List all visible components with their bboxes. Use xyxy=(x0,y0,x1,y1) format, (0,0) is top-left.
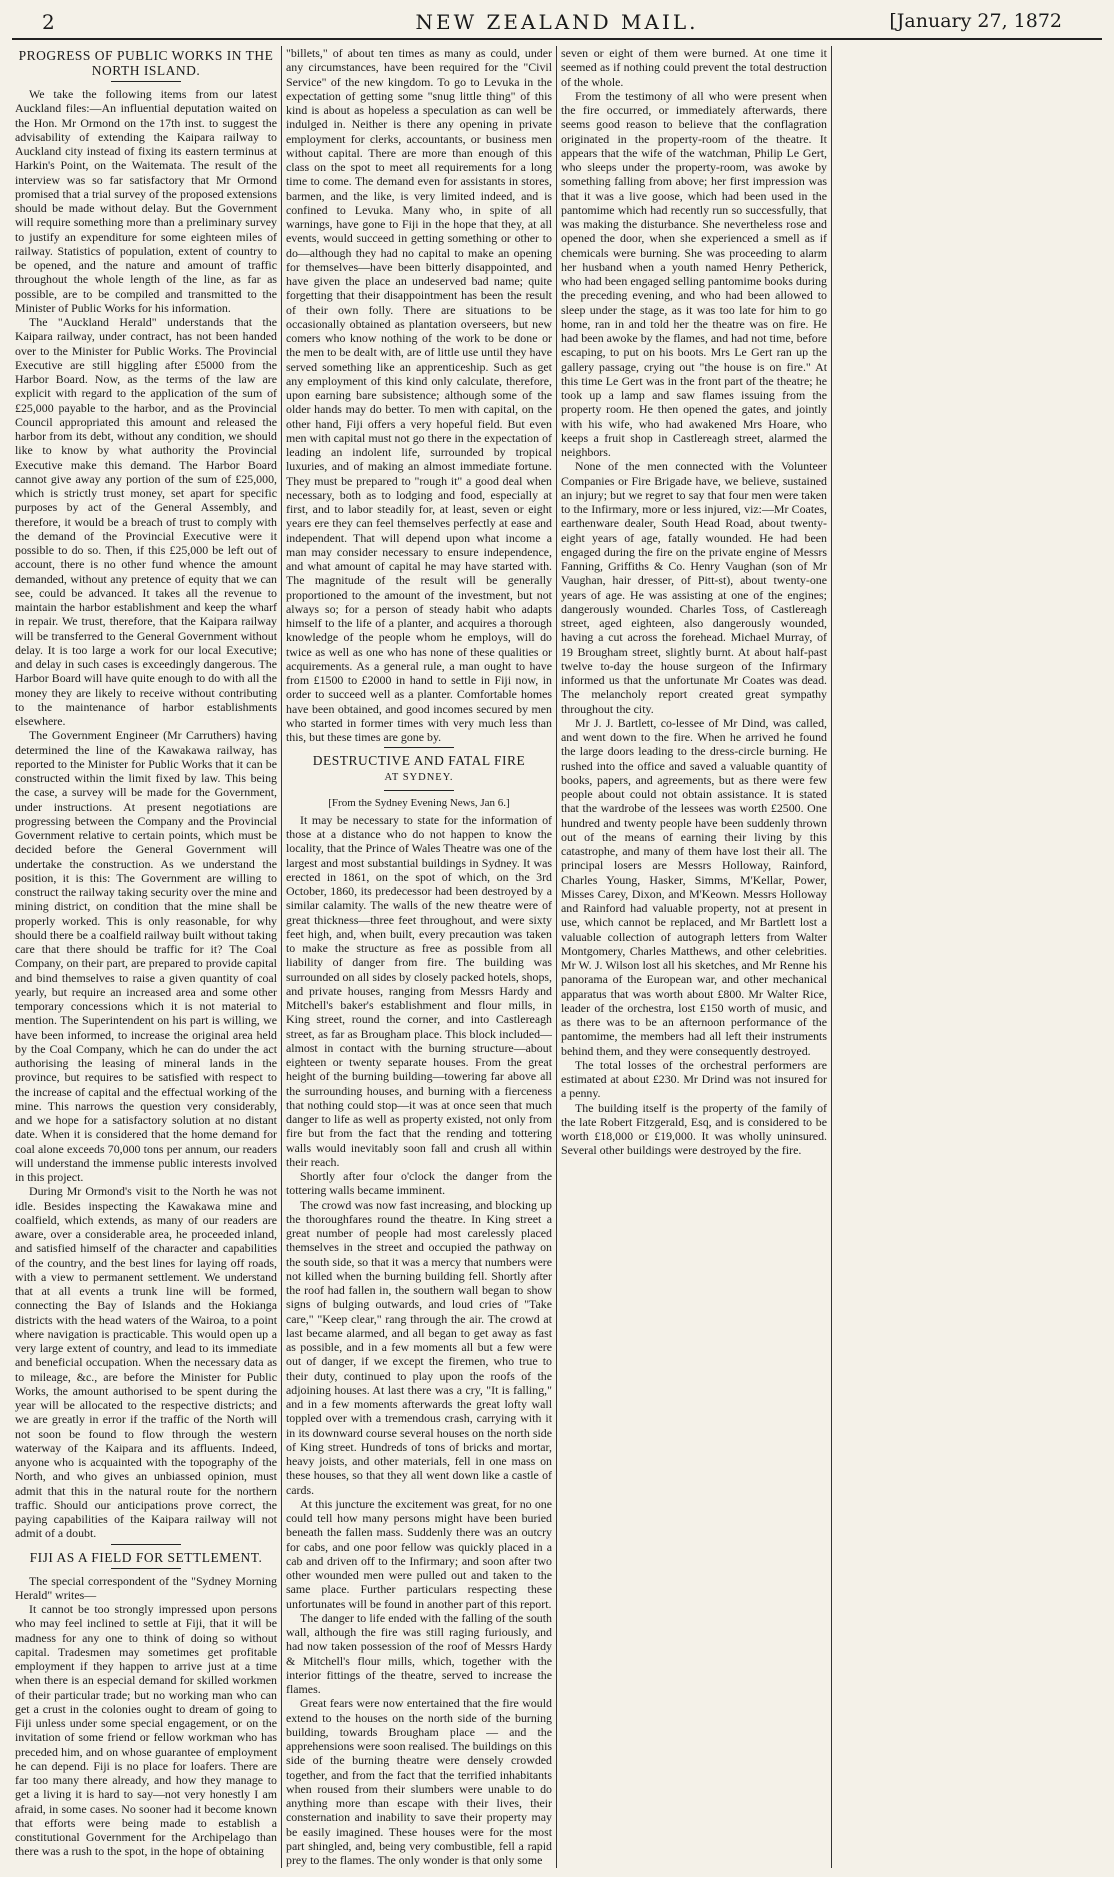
article-paragraph-continued: seven or eight of them were burned. At one time it seemed as if nothing could prevent the total destruction of the whole. xyxy=(561,46,827,89)
article-paragraph: The crowd was now fast increasing, and blocking up the thoroughfares round the theatre. In King street a great number of people had most carelessly placed themselves in the street and occupied the pathway on the south side, so that it was a mercy that numbers were not killed when the burning building fell. Shortly after the roof had fallen in, the southern wall began to show signs of bulging outwards, and loud cries of "Take care," "Keep clear," rang through the air. The crowd at last became alarmed, and all began to get away as fast as possible, and in a few moments all but a few were out of danger, if we except the firemen, who true to their duty, continued to play upon the roofs of the adjoining houses. At last there was a cry, "It is falling," and in a few moments afterwards the great lofty wall toppled over with a tremendous crash, carrying with it in its downward course several houses on the north side of King street. Hundreds of tons of bricks and mortar, heavy joists, and other materials, fell in one mass on these houses, so that they all went down like a castle of cards. xyxy=(286,1197,552,1497)
article-paragraph: It cannot be too strongly impressed upon persons who may feel inclined to settle at Fiji, that it will be madness for any one to think of doing so without capital. Tradesmen may sometimes get profitable employment if they happen to arrive just at a time when there is an especial demand for skilled workmen of their particular trade; but no working man who can get a crust in the colonies ought to dream of going to Fiji unless under some special engagement, or on the invitation of some friend or fellow workman who has preceded him, and on whose guarantee of employment he can depend. Fiji is no place for loafers. There are far too many there already, and how they manage to get a living it is hard to say—not very honestly I am afraid, in some cases. No sooner had it become known that efforts were being made to establish a constitutional Government for the Archipelago than there was a rush to the spot, in the hope of obtaining xyxy=(15,1602,277,1859)
column-divider xyxy=(556,46,557,1868)
article-paragraph: Shortly after four o'clock the danger from the tottering walls became imminent. xyxy=(286,1169,552,1198)
column-divider xyxy=(831,46,832,1868)
column-3 xyxy=(561,46,827,1868)
page-number: 2 xyxy=(42,10,55,34)
article-subheading-fire: AT SYDNEY. xyxy=(384,772,454,784)
issue-date: [January 27, 1872 xyxy=(889,10,1062,32)
article-paragraph: The special correspondent of the "Sydney Morning Herald" writes— xyxy=(15,1573,277,1602)
article-paragraph-continued: "billets," of about ten times as many as could, under any circumstances, have been required for the "Civil Service" of the new kingdom. To go to Levuka in the expectation of getting some "snug little thing" of this kind is about as hopeless a speculation as can well be indulged in. Neither is there any opening in private employment for clerks, accountants, or business men without capital. There are more than enough of this class on the spot to meet all requirements for a long time to come. The demand even for assistants in stores, barmen, and the like, is very limited indeed, and is confined to Levuka. Many who, in spite of all warnings, have gone to Fiji in the hope that they, at all events, would succeed in getting something or other to do—although they had no capital to make an opening for themselves—have been bitterly disappointed, and have given the place an undeserved bad name; quite forgetting that their disappointment has been the result of their own folly. There are situations to be occasionally obtained as plantation overseers, but new comers who know nothing of the work to be done or the men to be dealt with, are of little use until they have served something like an apprenticeship. Such as get any employment of this kind only calculate, therefore, upon earning bare subsistence; although some of the older hands may do better. To men with capital, on the other hand, Fiji offers a very hopeful field. But even men with capital must not go there in the expectation of leading an indolent life, surrounded by tropical luxuries, and of making an almost immediate fortune. They must be prepared to "rough it" a good deal when necessary, both as to lodging and food, especially at first, and to labor steadily for, at least, seven or eight years ere they can feel themselves perfectly at ease and independent. That will depend upon what income a man may consider necessary to ensure independence, and what amount of capital he may have started with. The magnitude of the result will be generally proportioned to the amount of the investment, but not always so; for a person of steady habit who adapts himself to the life of a planter, and acquires a thorough knowledge of the people whom he employs, will do twice as well as one who has none of these qualities or acquirements. As a general rule, a man ought to have from £1500 to £2000 in hand to settle in Fiji now, in order to succeed well as a planter. Comfortable homes have been obtained, and good incomes secured by men who started in former times with very much less than this, but these times are gone by. xyxy=(286,46,552,744)
article-paragraph: The Government Engineer (Mr Carruthers) having determined the line of the Kawakawa railway, has reported to the Minister for Public Works that it can be constructed within the limit fixed by law. This being the case, a survey will be made for the Government, under instructions. At present negotiations are progressing between the Company and the Provincial Government relative to certain points, which must be decided before the General Government will undertake the construction. As we understand the position, it is this: The Government are willing to construct the railway taking security over the mine and mining district, on condition that the mine shall be properly worked. This is only reasonable, for why should there be a coalfield railway built without taking care that there should be traffic for it? The Coal Company, on their part, are prepared to provide capital and bind themselves to raise a given quantity of coal yearly, but require an increased area and some other temporary concessions which it is not material to mention. The Superintendent on his part is willing, we have been informed, to increase the original area held by the Coal Company, which he can do under the act authorising the leasing of mineral lands in the province, but requires to be satisfied with respect to the increase of capital and the effectual working of the mine. This narrows the question very considerably, and we hope for a satisfactory solution at no distant date. When it is considered that the home demand for coal alone exceeds 70,000 tons per annum, our readers will understand the immense public interests involved in this project. xyxy=(15,728,277,1184)
heading-rule xyxy=(384,790,454,791)
newspaper-title: NEW ZEALAND MAIL. xyxy=(415,10,699,34)
article-separator xyxy=(111,1544,181,1545)
article-paragraph: The building itself is the property of the family of the late Robert Fitzgerald, Esq, and is considered to be worth £18,000 or £19,000. It was wholly uninsured. Several other buildings were destroyed by the fire. xyxy=(561,1100,827,1158)
column-divider xyxy=(281,46,282,1868)
article-paragraph: The total losses of the orchestral performers are estimated at about £230. Mr Drind was not insured for a penny. xyxy=(561,1057,827,1101)
heading-rule xyxy=(111,1568,181,1569)
article-paragraph: Great fears were now entertained that the fire would extend to the houses on the north side of the burning building, towards Brougham place — and the apprehensions were soon realised. The buildings on this side of the burning theatre were densely crowded together, and from the fact that the terrified inhabitants when roused from their slumbers were unable to do anything more than escape with their lives, their consternation and inability to save their property may be easily imagined. These houses were for the most part shingled, and, being very combustible, fell a rapid prey to the flames. The only wonder is that only some xyxy=(286,1696,552,1867)
column-4 xyxy=(836,46,1102,1868)
masthead-rule xyxy=(12,38,1102,40)
article-paragraph: None of the men connected with the Volunteer Companies or Fire Brigade have, we believe, sustained an injury; but we regret to say that four men were taken to the Infirmary, more or less injured, viz:—Mr Coates, earthenware dealer, South Head Road, about twenty-eight years of age, fatally wounded. He had been engaged during the fire on the private engine of Messrs Fanning, Griffiths & Co. Henry Vaughan (son of Mr Vaughan, hair dresser, of Pitt-st), about twenty-one years of age. He was assisting at one of the engines; dangerously wounded. Charles Toss, of Castlereagh street, aged eighteen, also dangerously wounded, having a cut across the forehead. Michael Murray, of 19 Brougham street, slightly burnt. At about half-past twelve to-day the house surgeon of the Infirmary informed us that the unfortunate Mr Coates was dead. The melancholy report created great sympathy throughout the city. xyxy=(561,459,827,716)
article-paragraph: At this juncture the excitement was great, for no one could tell how many persons might have been buried beneath the fallen mass. Suddenly there was an outcry for cabs, and one poor fellow was quickly placed in a cab and driven off to the Infirmary; and soon after two other wounded men were pulled out and taken to the same place. Further particulars respecting these unfortunates will be found in another part of this report. xyxy=(286,1496,552,1611)
article-paragraph: We take the following items from our latest Auckland files:—An influential deputation waited on the Hon. Mr Ormond on the 17th inst. to suggest the advisability of extending the Kaipara railway to Auckland city instead of fixing its eastern terminus at Harkin's Point, on the Waitemata. The result of the interview was so far satisfactory that Mr Ormond promised that a trial survey of the proposed extensions should be made without delay. But the Government will require something more than a preliminary survey to justify an expenditure for some eighteen miles of railway. Statistics of population, extent of country to be opened, and the nature and amount of traffic throughout the whole length of the line, as far as possible, are to be compiled and transmitted to the Minister of Public Works for his information. xyxy=(15,87,277,315)
heading-rule xyxy=(111,81,181,82)
article-heading-fiji: FIJI AS A FIELD FOR SETTLEMENT. xyxy=(29,1549,263,1565)
article-paragraph: The danger to life ended with the falling of the south wall, although the fire was still raging furiously, and had now taken possession of the roof of Messrs Hardy & Mitchell's flour mills, which, together with the interior fittings of the theatre, served to increase the flames. xyxy=(286,1610,552,1696)
article-separator xyxy=(384,747,454,748)
article-heading-fire: DESTRUCTIVE AND FATAL FIRE xyxy=(312,753,526,769)
article-source-note: [From the Sydney Evening News, Jan 6.] xyxy=(328,796,510,809)
article-heading-public-works: PROGRESS OF PUBLIC WORKS IN THE NORTH ISLAND. xyxy=(18,48,274,78)
column-2 xyxy=(286,46,552,1868)
column-1 xyxy=(15,46,277,1868)
article-paragraph: It may be necessary to state for the information of those at a distance who do not happen to know the locality, that the Prince of Wales Theatre was one of the largest and most substantial buildings in Sydney. It was erected in 1861, on the spot of which, on the 3rd October, 1860, its predecessor had been destroyed by a similar calamity. The walls of the new theatre were of great thickness—three feet throughout, and were sixty feet high, and, when built, every precaution was taken to make the structure as free as possible from all liability of danger from fire. The building was surrounded on all sides by closely packed hotels, shops, and private houses, ranging from Messrs Hardy and Mitchell's baker's establishment and flour mills, in King street, round the corner, and into Castlereagh street, as far as Brougham place. This block included—almost in contact with the burning structure—about eighteen or twenty separate houses. From the great height of the burning building—towering far above all the surrounding houses, and burning with a fierceness that nothing could stop—it was at once seen that much danger to life as well as property existed, not only from fire but from the fact that the rending and tottering walls would inevitably soon fall and crush all within their reach. xyxy=(286,812,552,1169)
article-paragraph: From the testimony of all who were present when the fire occurred, or immediately afterwards, there seems good reason to believe that the conflagration originated in the property-room of the theatre. It appears that the wife of the watchman, Philip Le Gert, who sleeps under the property-room, was awoke by something falling from above; her first impression was that it was a live goose, which had been used in the pantomime which had recently run so successfully, that was making the disturbance. She nevertheless rose and opened the door, when she experienced a smell as if chemicals were burning. She was proceeding to alarm her husband when a youth named Henry Petherick, who had been engaged selling pantomime books during the preceding evening, and who had been allowed to sleep under the stage, as it was too late for him to go home, ran in and told her the theatre was on fire. He had been awoke by the flames, and had not time, before escaping, to put on his boots. Mrs Le Gert ran up the gallery passage, crying out "the house is on fire." At this time Le Gert was in the front part of the theatre; he took up a lamp and saw flames issuing from the property room. He then opened the gates, and jointly with his wife, who had awakened Mrs Hoare, who keeps a fruit shop in Castlereagh street, alarmed the neighbors. xyxy=(561,88,827,459)
article-paragraph: During Mr Ormond's visit to the North he was not idle. Besides inspecting the Kawakawa mine and coalfield, which extends, as many of our readers are aware, over a considerable area, he proceeded inland, and satisfied himself of the character and capabilities of the country, and the best lines for laying off roads, with a view to permanent settlement. We understand that at all events a trunk line will be formed, connecting the Bay of Islands and the Hokianga districts with the head waters of the Wairoa, to a point where navigation is practicable. This would open up a very large extent of country, and lead to its immediate and beneficial occupation. When the necessary data as to mileage, &c., are before the Minister for Public Works, the amount authorised to be spent during the year will be allocated to the respective districts; and we are greatly in error if the traffic of the North will not soon be found to flow through the western waterway of the Kaipara and its affluents. Indeed, anyone who is acquainted with the topography of the North, and who gives an unbiassed opinion, must admit that this in the natural route for the northern traffic. Should our anticipations prove correct, the paying capabilities of the Kaipara railway will not admit of a doubt. xyxy=(15,1184,277,1541)
article-paragraph: Mr J. J. Bartlett, co-lessee of Mr Dind, was called, and went down to the fire. When he arrived he found the large doors leading to the dress-circle burning. He rushed into the office and saved a valuable quantity of books, papers, and agreements, but as there were few people about could not obtain assistance. It is stated that the wardrobe of the lessees was worth £2500. One hundred and twenty people have been suddenly thrown out of the means of earning their living by this catastrophe, and many of them have lost their all. The principal losers are Messrs Holloway, Rainford, Charles Young, Hasker, Simms, M'Kellar, Power, Misses Carey, Dixon, and M'Keown. Messrs Holloway and Rainford had valuable property, not at present in use, which cannot be replaced, and Mr Bartlett lost a valuable collection of autograph letters from Walter Montgomery, Charles Matthews, and other celebrities. Mr W. J. Wilson lost all his sketches, and Mr Renne his panorama of the European war, and other mechanical apparatus that was worth about £800. Mr Walter Rice, leader of the orchestra, lost £150 worth of music, and as there was to be an afternoon performance of the pantomime, the members had all left their instruments behind them, and they were consequently destroyed. xyxy=(561,715,827,1058)
article-paragraph: The "Auckland Herald" understands that the Kaipara railway, under contract, has not been handed over to the Minister for Public Works. The Provincial Executive are still higgling after £5000 from the Harbor Board. Now, as the terms of the law are explicit with regard to the application of the sum of £25,000 payable to the harbor, and as the Provincial Council appropriated this amount and released the harbor from its debt, without any condition, we should like to know by what authority the Provincial Executive make this demand. The Harbor Board cannot give away any portion of the sum of £25,000, which is strictly trust money, set apart for specific purposes by act of the General Assembly, and therefore, it would be a breach of trust to comply with the demand of the Provincial Executive were it possible to do so. Then, if this £25,000 be left out of account, there is no other fund whence the amount demanded, without any pretence of equity that we can see, could be advanced. It takes all the revenue to maintain the harbor establishment and keep the wharf in repair. We trust, therefore, that the Kaipara railway will be transferred to the General Government without delay. It is too large a work for our local Executive; and delay in such cases is exceedingly dangerous. The Harbor Board will have quite enough to do with all the money they are likely to receive without contributing to the maintenance of harbor establishments elsewhere. xyxy=(15,315,277,728)
masthead xyxy=(12,6,1102,32)
